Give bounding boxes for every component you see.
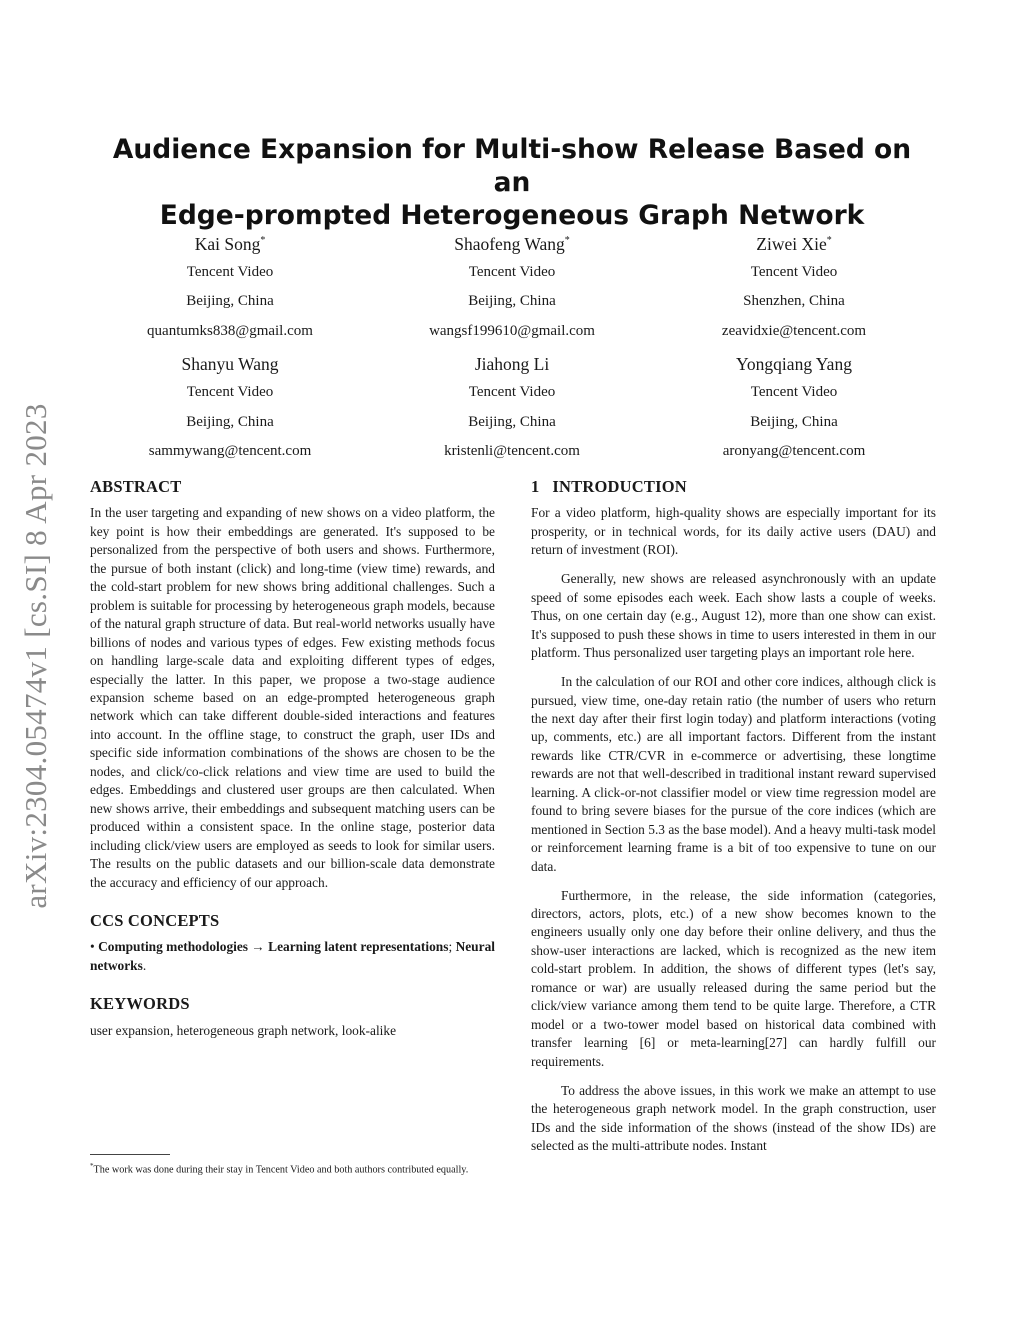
author-affiliation: Tencent Video <box>186 384 274 401</box>
author-affiliation: Tencent Video <box>750 384 838 401</box>
ccs-term-computing-methodologies: Computing methodologies <box>98 939 249 955</box>
ccs-heading: CCS CONCEPTS <box>90 910 220 930</box>
keywords-heading: KEYWORDS <box>90 994 190 1014</box>
author-location: Beijing, China <box>468 413 556 430</box>
footnote-rule <box>90 1154 170 1155</box>
author-affiliation: Tencent Video <box>750 263 838 280</box>
paper-title <box>90 133 934 232</box>
author-location: Beijing, China <box>186 293 274 310</box>
author-location: Beijing, China <box>750 413 838 430</box>
ccs-concepts <box>90 938 495 975</box>
ccs-separator: ; <box>448 939 456 955</box>
author-affiliation: Tencent Video <box>186 263 274 280</box>
author-card <box>90 227 370 346</box>
author-name: Shaofeng Wang <box>454 233 565 254</box>
author-row-1 <box>90 227 934 346</box>
author-card <box>372 350 652 467</box>
author-card <box>90 350 370 467</box>
author-email: quantumks838@gmail.com <box>147 322 313 339</box>
author-card <box>654 350 934 467</box>
footnote-text: The work was done during their stay in Tencent Video and both authors contributed equally. <box>93 1164 469 1176</box>
author-block <box>90 227 934 471</box>
author-name: Ziwei Xie <box>756 233 827 254</box>
author-email: zeavidxie@tencent.com <box>721 322 867 339</box>
left-column <box>90 478 495 1040</box>
author-affiliation: Tencent Video <box>468 263 556 280</box>
title-line-2: Edge-prompted Heterogeneous Graph Network <box>159 200 865 231</box>
author-email: aronyang@tencent.com <box>722 443 866 460</box>
author-name: Shanyu Wang <box>181 354 279 375</box>
footnote-mark: * <box>90 1162 94 1170</box>
ccs-arrow: → <box>251 939 265 955</box>
right-column <box>531 478 936 1155</box>
author-card <box>372 227 652 346</box>
ccs-end: . <box>142 957 147 973</box>
intro-paragraph: Generally, new shows are released asynchronously with an update speed of some episodes each week. Each show lasts a couple of weeks. Thus, on one certain day (e.g., August 12), more than one show can exist. It's supposed to push these shows in time to users interested in them in our platform. Thus personalized user targeting plays an important role here. <box>531 571 936 661</box>
author-name: Jiahong Li <box>474 354 550 375</box>
author-card <box>654 227 934 346</box>
author-email: wangsf199610@gmail.com <box>429 322 595 339</box>
arxiv-identifier: arXiv:2304.05474v1 [cs.SI] 8 Apr 2023 <box>18 403 53 909</box>
author-name: Kai Song <box>194 233 261 254</box>
intro-paragraph: Furthermore, in the release, the side information (categories, directors, actors, plots, etc.) of a new show becomes known to the engineers usually only one day before their online delivery, and thus the show-user interactions are lacked, which is recognized as the new item cold-start problem. In addition, the shows of different types (let's say, romance or war) are usually released during the same period but the click/view variance among them tend to be quite large. Therefore, a CTR model or a two-tower model based on historical data combined with transfer learning [6] or meta-learning[27] can hardly fulfill our requirements. <box>531 887 936 1069</box>
author-mark: * <box>260 235 266 246</box>
keywords-text: user expansion, heterogeneous graph network, look-alike <box>90 1022 397 1038</box>
author-email: kristenli@tencent.com <box>444 443 580 460</box>
intro-paragraph: In the calculation of our ROI and other core indices, although click is pursued, view time, one-day retain ratio (the number of users who return the next day after their first login today) and platform interactions (voting up, comments, etc.) are all important factors. Different from the instant rewards like CTR/CVR in e-commerce or advertising, these longtime rewards are not that well-described in traditional instant reward supervised learning. A click-or-not classifier model or view time regression model are found to bring severe biases for the pursue of the core indices (which are mentioned in Section 5.3 as the base model). And a heavy multi-task model or reinforcement learning frame is a bit of too expensive to tune on our data. <box>531 674 936 874</box>
author-location: Shenzhen, China <box>743 293 845 310</box>
abstract-heading: ABSTRACT <box>90 477 182 496</box>
arxiv-identifier-sidebar <box>16 378 56 934</box>
intro-paragraph: For a video platform, high-quality shows are especially important for its prosperity, or in technical words, for its daily active users (DAU) and return of investment (ROI). <box>531 505 936 558</box>
footnote <box>90 1160 495 1177</box>
title-line-1: Audience Expansion for Multi-show Release Based on an <box>112 134 912 198</box>
author-location: Beijing, China <box>186 413 274 430</box>
ccs-term-neural-networks: Neural networks <box>90 939 495 973</box>
ccs-term-learning-latent-representations: Learning latent representations <box>268 939 449 955</box>
intro-paragraph: To address the above issues, in this work we make an attempt to use the heterogeneous graph network model. In the graph construction, user IDs and the side information of the shows (instead of the show IDs) are selected as the multi-attribute nodes. Instant <box>531 1082 936 1153</box>
ccs-bullet: • <box>90 939 95 955</box>
author-mark: * <box>564 235 570 246</box>
author-row-2 <box>90 350 934 467</box>
abstract-text: In the user targeting and expanding of new shows on a video platform, the key point is how their embeddings are generated. It's supposed to be personalized from the perspective of both users and shows. Furthermore, the pursue of both instant (click) and long-time (view time) rewards, and the cold-start problem for new shows bring additional challenges. Such a problem is suitable for processing by heterogeneous graph models, because of the natural graph structure of data. But real-world networks usually have billions of nodes and various types of edges. Few existing methods focus on handling large-scale data and exploiting different types of edges, especially the latter. In this paper, we propose a two-stage audience expansion scheme based on an edge-prompted heterogeneous graph network which can take different double-sided interactions and features into account. In the offline stage, to construct the graph, user IDs and specific side information combinations of the shows are chosen to be the nodes, and click/co-click relations and view time are used to build the edges. Embeddings and clustered user groups are then calculated. When new shows arrive, their embeddings and subsequent matching users can be produced within a consistent space. In the online stage, posterior data including click/view users are employed as seeds to look for similar users. The results on the public datasets and our billion-scale data demonstrate the accuracy and efficiency of our approach. <box>90 505 495 890</box>
author-name: Yongqiang Yang <box>736 354 852 375</box>
introduction-heading: 1 INTRODUCTION <box>531 477 687 496</box>
author-email: sammywang@tencent.com <box>148 443 312 460</box>
author-affiliation: Tencent Video <box>468 384 556 401</box>
author-mark: * <box>826 235 832 246</box>
author-location: Beijing, China <box>468 293 556 310</box>
